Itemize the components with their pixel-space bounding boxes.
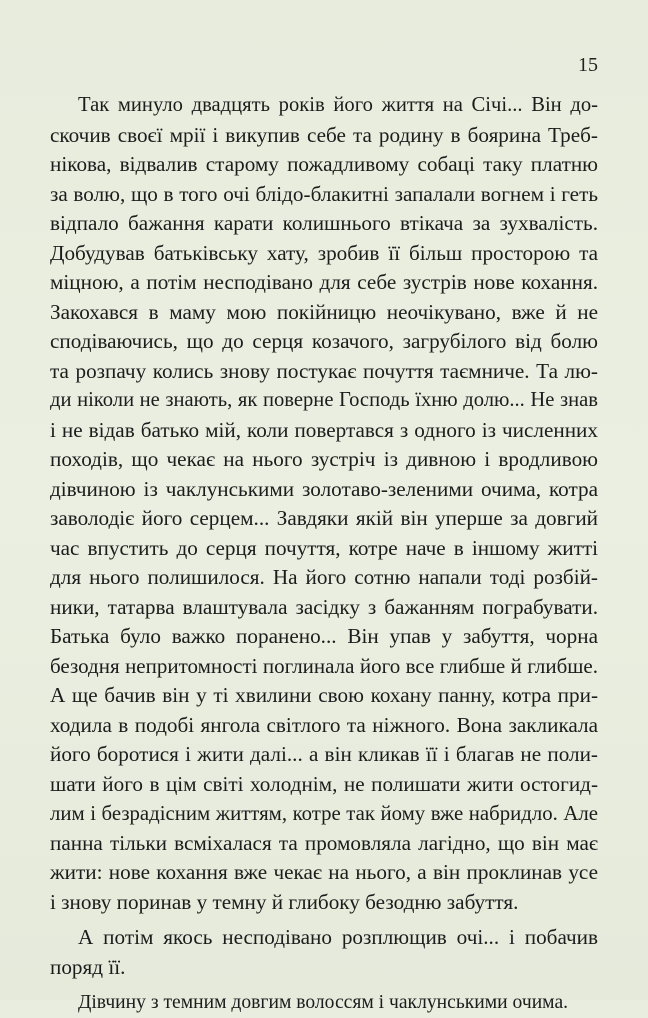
text-line: Закохався в маму мою покійницю неочікувано, вже й не bbox=[50, 299, 598, 324]
paragraph-2 bbox=[50, 923, 598, 982]
text-line: А ще бачив він у ті хвилини свою кохану панну, котра при- bbox=[50, 683, 598, 707]
text-line: міцною, а потім несподівано для себе зустрів нове кохання. bbox=[50, 270, 598, 294]
text-line: за волю, що в того очі блідо-блакитні запалали вогнем і геть bbox=[50, 181, 598, 206]
paragraph-1 bbox=[50, 91, 598, 917]
text-line: нікова, відвалив старому пожадливому собаці таку платню bbox=[50, 152, 598, 176]
text-line: та розпачу колись знову постукає почуття таємниче. Та лю- bbox=[50, 358, 598, 383]
text-line: жити: нове кохання вже чекає на нього, а він проклинав усе bbox=[50, 860, 598, 884]
text-line: дівчиною із чаклунськими золотаво-зеленими очима, котра bbox=[50, 476, 598, 501]
text-line: панна тільки всміхалася та промовляла лагідно, що він має bbox=[50, 830, 598, 855]
text-line: А потім якось несподівано розплющив очі... і побачив bbox=[78, 925, 598, 949]
body-text bbox=[50, 91, 598, 1018]
text-line: скочив своєї мрії і викупив себе та родину в боярина Треб- bbox=[50, 122, 598, 147]
text-line: лим і безрадісним життям, котре так йому вже набридло. Але bbox=[50, 802, 598, 825]
text-line: заволодіє його серцем... Завдяки якій він уперше за довгий bbox=[50, 506, 598, 530]
text-line: ники, татарва влаштувала засідку з бажанням пограбувати. bbox=[50, 594, 598, 619]
text-line: для нього полишилося. На його сотню напали тоді розбій- bbox=[50, 565, 598, 589]
text-line: походів, що чекає на нього зустріч із дивною і вродливою bbox=[50, 447, 598, 471]
text-line: безодня непритомності поглинала його все глибше й глибше. bbox=[50, 653, 598, 678]
text-line: відпало бажання карати колишнього втікача за зухвалість. bbox=[50, 211, 598, 235]
paragraph-3 bbox=[50, 988, 598, 1018]
text-line: поряд її. bbox=[50, 954, 126, 979]
text-line: Дівчину з темним довгим волоссям і чаклунськими очима. bbox=[78, 992, 569, 1013]
text-line: час впустить до серця почуття, котре наче в іншому житті bbox=[50, 535, 598, 560]
text-line: і не відав батько мій, коли повертався з одного із численних bbox=[50, 417, 598, 442]
page-number: 15 bbox=[578, 54, 598, 76]
text-line: шати його в цім світі холоднім, не полишати жити остогид- bbox=[50, 771, 598, 796]
text-line: Батька було важко поранено... Він упав у забуття, чорна bbox=[50, 624, 598, 648]
text-line: сподіваючись, що до серця козачого, загрубілого від болю bbox=[50, 329, 598, 353]
text-line: і знову поринав у темну й глибоку безодню забуття. bbox=[50, 889, 519, 914]
text-line: його боротися і жити далі... а він кликав її і благав не поли- bbox=[50, 742, 598, 766]
text-line: ди ніколи не знають, як поверне Господь їхню долю... Не знав bbox=[50, 389, 598, 411]
text-line: Так минуло двадцять років його життя на Січі... Він до- bbox=[78, 94, 598, 116]
text-line: Добудував батьківську хату, зробив її більш просторою та bbox=[50, 240, 598, 265]
text-line: ходила в подобі янгола світлого та ніжного. Вона закликала bbox=[50, 712, 598, 737]
